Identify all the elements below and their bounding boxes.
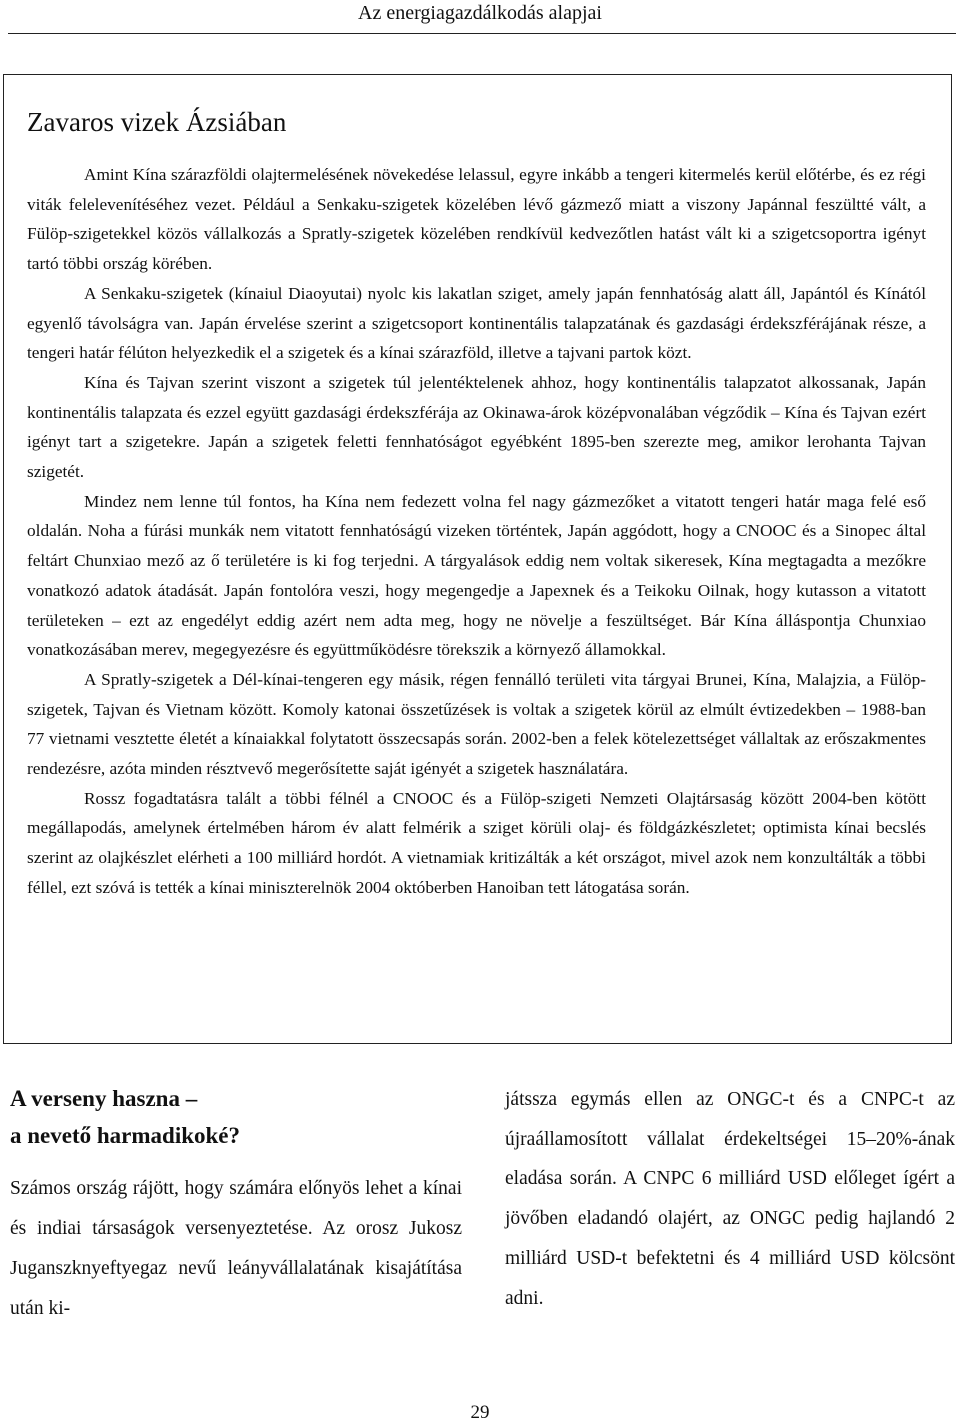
box-paragraph: Mindez nem lenne túl fontos, ha Kína nem fedezett volna fel nagy gázmezőket a vitatott tengeri határ maga felé eső oldalán. Noha a fúrási munkák nem vitatott fennhatóságú vizeken történtek, Japán aggódott, hogy a CNOOC és a Sinopec által feltárt Chunxiao mező az ő területére is ki fog terjedni. A tárgyalások eddig nem voltak sikeresek, Kína megtagadta a mezőkre vonatkozó adatok átadását. Japán fontolóra veszi, hogy megengedje a Japexnek és a Teikoku Oilnak, hogy kutasson a vitatott területeken – ezt az engedélyt eddig azért nem adta meg, hogy ne növelje a feszültséget. Bár Kína álláspontja Chunxiao vonatkozásában merev, megegyezésre és együttműködésre törekszik a környező államokkal.	[27, 491, 926, 660]
box-title: Zavaros vizek Ázsiában	[27, 107, 287, 137]
page-number: 29	[470, 1402, 490, 1423]
left-column	[10, 1080, 462, 1329]
running-header: Az energiagazdálkodás alapjai	[358, 2, 602, 24]
header-rule	[8, 33, 956, 34]
box-paragraph: Rossz fogadtatásra talált a többi félnél a CNOOC és a Fülöp-szigeti Nemzeti Olajtársaság között 2004-ben kötött megállapodás, amelynek értelmében három év alatt felmérik a sziget körüli olaj- és földgázkészletet; optimista kínai becslés szerint az olajkészlet elérheti a 100 milliárd hordót. A vietnamiak kritizálták a két országot, mivel azok nem konzultálták a többi féllel, ezt szóvá is tették a kínai miniszterelnök 2004 októberben Hanoiban tett látogatása során.	[27, 788, 926, 897]
sidebar-box	[3, 74, 952, 1044]
section-heading-line2: a nevető harmadikoké?	[10, 1123, 240, 1148]
section-heading-line1: A verseny haszna –	[10, 1086, 198, 1111]
box-paragraph: Kína és Tajvan szerint viszont a szigetek túl jelentéktelenek ahhoz, hogy kontinentális talapzatot alkossanak, Japán kontinentális talapzata és ezzel együtt gazdasági érdekszférája az Okinawa-árok középvonalában végződik – Kína és Tajvan ezért igényt tart a szigetekre. Japán a szigetek feletti fennhatóságot egyébként 1895-ben szerezte meg, amikor lerohanta Tajvan szigetét.	[27, 372, 926, 482]
box-paragraph: A Senkaku-szigetek (kínaiul Diaoyutai) nyolc kis lakatlan sziget, amely japán fennhatóság alatt áll, Japántól és Kínától egyenlő távolságra van. Japán érvelése szerint a szigetcsoport kontinentális talapzatának és gazdasági érdekszférájának része, a tengeri határ félúton helyezkedik el a szigetek és a kínai szárazföld, illetve a tajvani partok közt.	[27, 283, 926, 363]
section-heading	[10, 1080, 462, 1154]
left-column-text: Számos ország rájött, hogy számára előnyös lehet a kínai és indiai társaságok versenyeztetése. Az orosz Jukosz Juganszknyeftyegaz nevű leányvállalatának kisajátítása után ki-	[10, 1178, 462, 1319]
box-body	[27, 160, 926, 903]
right-column-text: játssza egymás ellen az ONGC-t és a CNPC-t az újraállamosított vállalat érdekeltségei 15–20%-ának eladása során. A CNPC 6 milliárd USD előleget ígért a jövőben eladandó olajért, az ONGC pedig hajlandó 2 milliárd USD-t befektetni és 4 milliárd USD kölcsönt adni.	[505, 1089, 955, 1309]
box-paragraph: Amint Kína szárazföldi olajtermelésének növekedése lelassul, egyre inkább a tengeri kitermelés kerül előtérbe, és ez régi viták felelevenítéséhez vezet. Például a Senkaku-szigetek közelében lévő gázmező miatt a viszony Japánnal feszültté vált, a Fülöp-szigetekkel közös vállalkozás a Spratly-szigetek közelében rendkívül kedvezőtlen hatást vált ki a szigetcsoportra igényt tartó többi ország körében.	[27, 165, 926, 274]
box-paragraph: A Spratly-szigetek a Dél-kínai-tengeren egy másik, régen fennálló területi vita tárgyai Brunei, Kína, Malajzia, a Fülöp-szigetek, Tajvan és Vietnam között. Komoly katonai összetűzések is voltak a szigetek körül az elmúlt évtizedekben – 1988-ban 77 vietnami vesztette életét a kínaiakkal folytatott összecsapás során. 2002-ben a felek kötelezettséget vállaltak az erőszakmentes rendezésre, azóta minden résztvevő megerősítette saját igényét a szigetek használatára.	[27, 669, 926, 779]
